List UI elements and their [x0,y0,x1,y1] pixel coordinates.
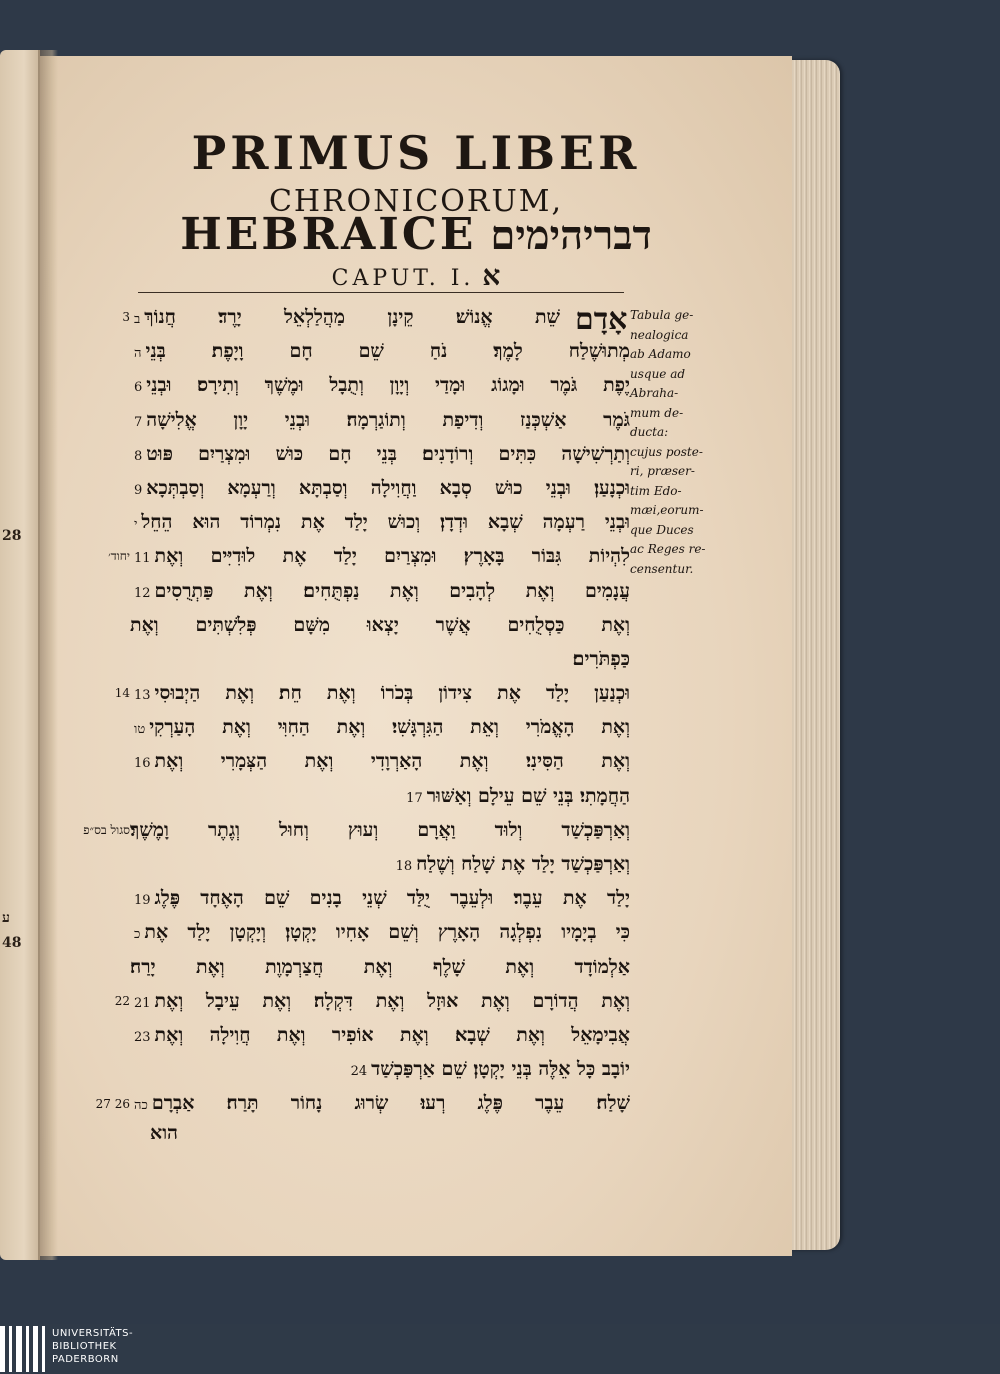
opening-word: אָדָם [575,302,628,337]
verse-number: 8 [134,448,143,464]
sidenote-line: Tabula ge- [630,308,694,322]
text-line [130,642,630,676]
text-line [130,950,630,984]
margin-verse-number: סגול בס״פ [83,823,130,837]
text-line-words: וְתַרְשִׁישָׁה כִּתִּים וְרוֹדָנִים׃ בְּנֵי חָם כּוּשׁ וּמִצְרַיִם פּוּט [146,442,630,465]
text-line [130,608,630,642]
verse-number: כ [134,927,141,943]
verse-number: טו [134,722,146,738]
book-gutter-shadow [38,50,58,1260]
text-line-words: יוֹבָב כָּל אֵלֶּה בְּנֵי יָקְטָן׃ שֵׁם אַרְפַּכְשַׁד [371,1058,630,1081]
left-page-fragment: 48 [2,935,22,951]
verse-number: 23 [134,1029,151,1045]
text-line [130,779,630,813]
text-line [130,676,630,710]
verse-number: 19 [134,893,151,909]
latin-marginal-note [630,306,730,579]
text-line [130,1086,630,1120]
verse-number: 17 [406,790,423,806]
sidenote-line: mum de- [630,405,684,420]
text-line [130,915,630,949]
text-line [130,334,630,368]
chapter-heading [40,259,792,293]
left-page-fragment: 28 [2,528,22,544]
margin-verse-number: 3 [122,310,130,324]
margin-verse-number: 27 26 [95,1096,130,1111]
text-line-words: יֶפֶת גֹּמֶר וּמָגוֹג וּמָדַי וְיָוָן וְתֻבָל וּמֶשֶׁךְ וְתִירָס׃ וּבְנֵי [146,374,630,397]
text-line [130,881,630,915]
text-line [130,505,630,539]
text-line-words: גֹּמֶר אַשְׁכְּנַז וְדִיפַת וְתוֹגַרְמָה׃ וּבְנֵי יָוָן אֱלִישָׁה [146,408,630,431]
text-line-words: לִהְיוֹת גִּבּוֹר בָּאָרֶץ׃ וּמִצְרַיִם יָלַד אֶת לוּדִיִּים וְאֶת [154,545,630,568]
text-line-words: מְתוּשֶׁלַח לָמֶךְ׃ נֹחַ שֵׁם חָם וָיָפֶת׃ בְּנֵי [145,340,630,363]
verse-number: 18 [395,859,413,874]
chapter-label: CAPUT. I. [331,266,475,291]
verse-number: ב [134,312,141,327]
previous-page-edge [0,50,40,1260]
text-line [130,813,630,847]
text-line [130,471,630,505]
verse-number: י [134,517,138,533]
verse-number: 13 [134,688,151,704]
title-hebrew: דבריהימים [490,212,652,259]
text-line-words: וְאֶת הָאֱמֹרִי וְאֵת הַגִּרְגָּשִׁי׃ וְאֶת הַחִוִּי וְאֶת הָעַרְקִי [149,716,630,739]
sidenote-line: cujus poste- [630,444,703,459]
sidenote-line: tim Edo- [630,483,682,498]
verse-number: כה [134,1098,148,1114]
text-line [130,539,630,573]
sidenote-line: usque ad [630,366,686,381]
text-line-words: וְאֶת כַּסְלֻחִים אֲשֶׁר יָצְאוּ מִשָּׁם פְּלִשְׁתִּים וְאֶת [130,613,630,636]
verse-number: 12 [134,585,151,601]
text-line [130,1052,630,1086]
library-name [52,1327,133,1366]
sidenote-line: mæi,eorum- [630,503,704,517]
text-line-words: וְאַרְפַּכְשַׁד וְלוּד וַאֲרָם וְעוּץ וְחוּל וְגֶתֶר וָמֶשֶׁךְ׃ [130,818,630,841]
text-line-words: וּכְנָעַן׃ וּבְנֵי כוּשׁ סְבָא וַחֲוִילָה וְסַבְתָּא וְרַעְמָא וְסַבְתְּכָא [146,476,630,499]
margin-verse-number: 22 [114,994,130,1008]
text-line [130,1018,630,1052]
title-primus-liber: PRIMUS LIBER [191,126,641,180]
margin-verse-number: יחוד׳ [108,549,130,564]
library-logo-icon [0,1326,46,1372]
text-line-words: הַחֲמָתִי׃ בְּנֵי שֵׁם עֵילָם וְאַשּׁוּר [426,784,630,807]
library-name-line2: BIBLIOTHEK [52,1341,117,1352]
text-line-words: וּכְנַעַן יָלַד אֶת צִידוֹן בְּכֹרוֹ וְאֶת חֵת׃ וְאֶת הַיְבוּסִי [154,682,630,705]
library-name-line1: UNIVERSITÄTS- [52,1328,134,1339]
text-line [130,437,630,471]
verse-number: 21 [134,995,151,1011]
text-line [130,984,630,1018]
heading-rule [138,292,624,293]
text-line-words: וְאֶת הֲדוֹרָם וְאֶת אוּזָל וְאֶת דִּקְלָה׃ וְאֶת עֵיבָל וְאֶת [154,989,630,1012]
verse-number: 24 [350,1064,368,1080]
sidenote-line: nealogica [630,327,689,342]
verse-number: 11 [134,551,151,567]
text-line [130,403,630,437]
verse-number: ה [134,346,142,362]
text-line-words: וְאֶת הַסִּינִי׃ וְאֶת הָאַרְוָדִי וְאֶת הַצְּמָרִי וְאֶת [154,750,630,773]
sidenote-line: que Duces [630,522,694,537]
verse-number: 9 [134,482,143,498]
sidenote-line: Abraha- [630,386,679,400]
text-line [130,744,630,778]
text-line-words: וְאַרְפַּכְשַׁד יָלַד אֶת שָׁלַח וְשֶׁלַח [416,853,630,875]
text-line [130,368,630,402]
text-line-words: כִּי בְיָמָיו נִפְלְגָה הָאָרֶץ וְשֵׁם אָחִיו יָקְטָן׃ וְיָקְטָן יָלַד אֶת [144,921,630,944]
verse-number: 6 [134,380,143,396]
library-name-line3: PADERBORN [52,1354,119,1365]
sidenote-line: ab Adamo [630,347,691,361]
left-page-fragment: ע [2,910,10,926]
text-line-words: יָלַד אֶת עֵבֶר׃ וּלְעֵבֶר יֻלַּד שְׁנֵי בָנִים שֵׁם הָאֶחָד פֶּלֶג [154,887,630,910]
sidenote-line: ac Reges re- [630,542,706,556]
hebrew-text-block [130,300,630,1121]
title-hebraice: HEBRAICE [180,209,477,260]
library-footer [0,1324,1000,1374]
text-line [130,710,630,744]
title-hebraice-line [40,209,792,260]
text-line [130,574,630,608]
catchword: הוא [150,1122,178,1144]
verse-number: 7 [134,414,143,430]
book-page [40,56,792,1256]
verse-number: 16 [134,756,151,772]
text-line [130,300,630,334]
text-line-words: שֵׁת אֱנוֹשׁ׃ קֵינָן מַהֲלַלְאֵל יָרֶד׃ חֲנוֹךְ [144,306,560,328]
text-line-words: עֲנָמִים וְאֶת לְהָבִים וְאֶת נַפְתֻּחִים׃ וְאֶת פַּתְרֻסִים [154,579,630,602]
text-line-words: אֲבִימָאֵל וְאֶת שְׁבָא׃ וְאֶת אוֹפִיר וְאֶת חֲוִילָה וְאֶת [154,1023,630,1046]
margin-verse-number: 14 [114,686,130,701]
text-line-words: וּבְנֵי רַעְמָה שְׁבָא וּדְדָן׃ וְכוּשׁ יָלַד אֶת נִמְרוֹד הוּא הֵחֵל [141,511,630,534]
sidenote-line: censentur. [630,561,694,576]
text-line [130,847,630,881]
sidenote-line: ducta: [630,425,669,439]
sidenote-line: ri, præser- [630,464,695,478]
text-line-words: שָׁלַח׃ עֵבֶר פֶּלֶג רְעוּ׃ שְׂרוּג נָחוֹר תָּרַח׃ אַבְרָם [151,1092,630,1115]
chapter-hebrew-letter: א [482,259,501,292]
book-page-edges [788,60,840,1250]
text-line-words: כַּפְתֹּרִים׃ [572,647,630,670]
text-line-words: אַלְמוֹדָד וְאֶת שָׁלֶף וְאֶת חֲצַרְמָוֶת וְאֶת יָרַח׃ [130,955,630,978]
title-chronicorum: CHRONICORUM, [268,184,564,219]
